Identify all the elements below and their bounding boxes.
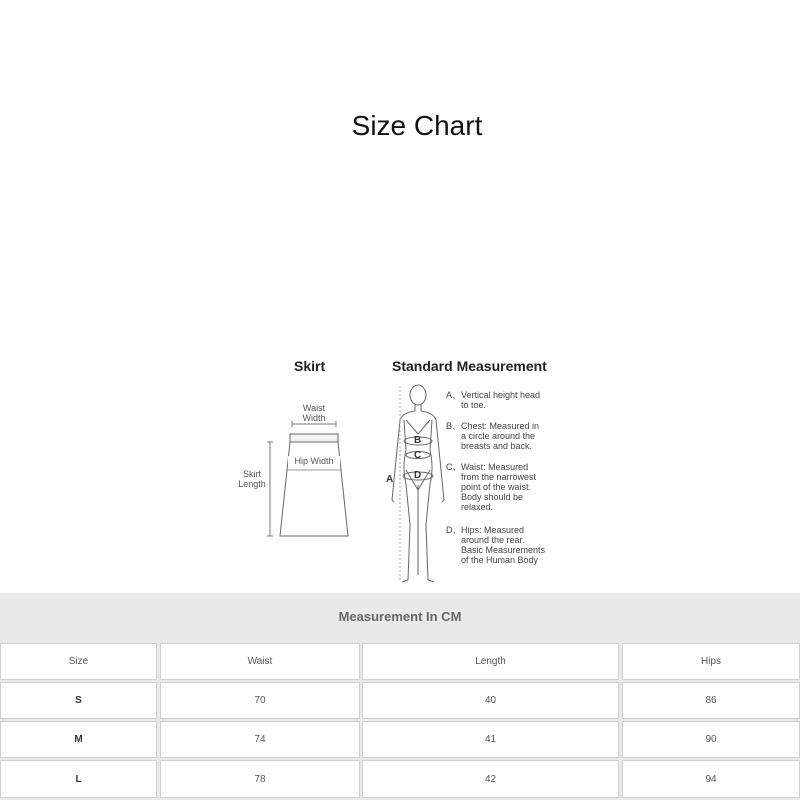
legend-line: Body should be <box>461 492 524 502</box>
table-cell-waist: 78 <box>160 760 360 798</box>
waist-width-label-line1: Waist <box>302 403 326 413</box>
column-header-waist: Waist <box>160 643 360 680</box>
legend-item-c <box>446 462 556 512</box>
skirt-illustration <box>267 421 348 536</box>
skirt-length-label <box>236 469 268 489</box>
table-cell-hips: 86 <box>622 682 800 719</box>
legend-key: A、 <box>446 390 462 400</box>
legend-item-b <box>446 421 556 451</box>
legend-key: B、 <box>446 421 462 431</box>
waist-width-label-line2: Width <box>302 413 326 423</box>
body-figure <box>392 385 444 582</box>
column-header-size: Size <box>0 643 157 680</box>
standard-measurement-heading: Standard Measurement <box>392 358 547 374</box>
skirt-heading: Skirt <box>294 358 326 374</box>
column-header-hips: Hips <box>622 643 800 680</box>
table-caption: Measurement In CM <box>338 609 462 624</box>
size-table <box>0 593 800 800</box>
measurement-diagram <box>230 350 570 590</box>
legend-line: relaxed. <box>461 502 494 512</box>
table-cell-waist: 70 <box>160 682 360 719</box>
legend-line: from the narrowest <box>461 472 537 482</box>
legend-line: to toe. <box>461 400 487 410</box>
legend-item-a <box>446 390 556 410</box>
table-row-size: L <box>0 760 157 798</box>
table-cell-length: 42 <box>362 760 619 798</box>
marker-b: B <box>414 435 422 446</box>
legend-item-d <box>446 525 556 565</box>
table-row-size: M <box>0 721 157 758</box>
table-cell-hips: 90 <box>622 721 800 758</box>
legend-line: Vertical height head <box>461 390 541 400</box>
marker-c: C <box>414 450 422 461</box>
legend-key: C、 <box>446 462 462 472</box>
waist-width-label <box>298 403 330 423</box>
legend-line: breasts and back. <box>461 441 533 451</box>
marker-a: A <box>386 474 394 485</box>
legend-line: Waist: Measured <box>461 462 529 472</box>
legend-line: Basic Measurements <box>461 545 546 555</box>
legend-line: point of the waist. <box>461 482 532 492</box>
table-row-size: S <box>0 682 157 719</box>
legend-key: D、 <box>446 525 462 535</box>
hip-width-label: Hip Width <box>288 456 340 466</box>
table-cell-hips: 94 <box>622 760 800 798</box>
legend-line: of the Human Body <box>461 555 539 565</box>
marker-d: D <box>414 470 422 481</box>
skirt-length-label-line1: Skirt <box>243 469 261 479</box>
legend-line: around the rear. <box>461 535 525 545</box>
legend-line: Hips: Measured <box>461 525 525 535</box>
table-cell-length: 41 <box>362 721 619 758</box>
legend-line: Chest: Measured in <box>461 421 540 431</box>
legend-line: a circle around the <box>461 431 536 441</box>
page-title: Size Chart <box>351 110 483 141</box>
table-cell-waist: 74 <box>160 721 360 758</box>
skirt-length-label-line2: Length <box>238 479 266 489</box>
column-header-length: Length <box>362 643 619 680</box>
table-cell-length: 40 <box>362 682 619 719</box>
